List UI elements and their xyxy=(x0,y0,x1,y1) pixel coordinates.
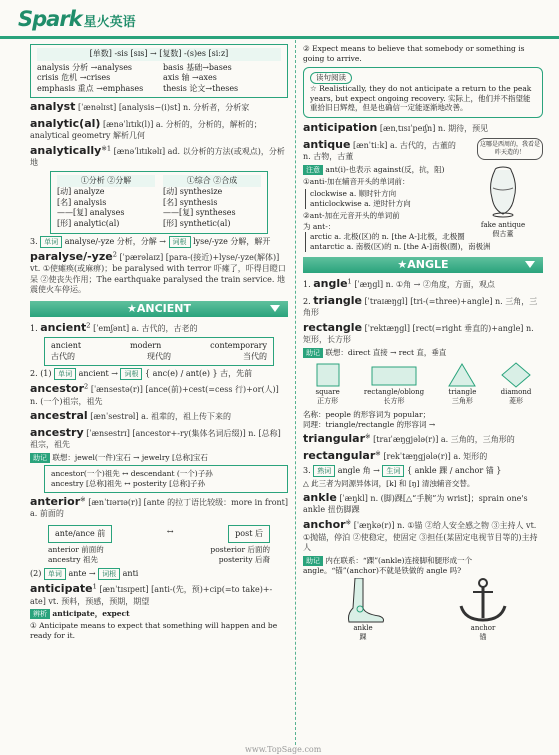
synth-cell: [名] synthesis xyxy=(163,197,218,207)
rect-tag: 助记 联想：direct 直接 → rect 直，垂直 xyxy=(303,348,543,358)
note-body: ☆ Realistically, they do not anticipate a return to the peak years, but expect ongoing recovery. 实际上，他们并不指望能重拾旧日辉煌，但是也确信一定能逐渐地改善。 xyxy=(310,83,532,113)
fake-antique-illustration xyxy=(463,138,543,240)
entry-triangular: triangular※ [traɪˈæŋgjələ(r)] a. 三角的，三角形的 xyxy=(303,432,515,446)
era-box xyxy=(44,337,274,366)
antique-note: 注意 ant(i)-也表示 against(反，抗，阻) xyxy=(303,165,461,175)
synth-cell: ——[复] syntheses xyxy=(163,208,236,218)
plural-cell: emphasis 重点 →emphases xyxy=(37,83,144,93)
entry-rectangle: rectangle [ˈrektæŋgl] [rect(=right 垂直的)+angle] n. 矩形，长方形 xyxy=(303,320,534,345)
shape-note-1: 名称：people 的形容词为 popular； xyxy=(303,410,431,420)
footer-url: www.TopSage.com xyxy=(245,745,322,754)
synth-cell: [形] analytic(al) xyxy=(57,219,120,229)
shape-note-2: 同理：triangle/rectangle 的形容词 → xyxy=(303,420,436,430)
post-item: posterior 后面的 xyxy=(210,545,270,555)
vase-icon xyxy=(468,160,538,218)
era-label: contemporary xyxy=(210,341,267,351)
assoc-jewel: 助记 联想：jewel(一件)宝石 → jewelry [总称]宝石 xyxy=(30,453,288,463)
left-column xyxy=(30,42,288,643)
entry-ancestral: ancestral [ænˈsestrəl] a. 祖辈的，祖上传下来的 xyxy=(30,409,232,423)
ante-item: ancestry 祖先 xyxy=(48,555,99,565)
ankle-anchor-illustration xyxy=(303,578,543,642)
entry-ancient: 1. ancient$^2$ [ˈemʃənt] a. 古代的，古老的 xyxy=(30,320,198,334)
rectangle-icon xyxy=(370,362,418,388)
section-bar-ancient: ★ANCIENT xyxy=(30,301,288,317)
synthesis-table xyxy=(50,171,268,234)
clock-item: clockwise a. 顺时针方向 xyxy=(310,188,397,198)
reading-note xyxy=(303,67,543,119)
entry-angle: 1. angle$^1$ [ˈæŋgl] n. ①角 → ②角度，方面，观点 xyxy=(303,277,495,291)
chevron-down-icon xyxy=(270,305,280,312)
synth-head: ①分析 ②分解 xyxy=(57,175,155,188)
shape-row xyxy=(303,362,543,406)
ante-item: anterior 前面的 xyxy=(48,545,104,555)
entry-anticipation: anticipation [ænˌtɪsɪˈpeɪʃn] n. 期待，预见 xyxy=(303,121,489,135)
ante-post-diagram: ante/ance 前 ↔ post 后 anterior 前面的 posterior 后面的 ancestry 祖先 posterity 后裔 xyxy=(48,526,270,565)
anchor-note: 助记 内在联系：“踝”(ankle)连接脚和腿形成一个 angle。“锚”(anchor)不就是铁做的 angle 吗? xyxy=(303,555,473,575)
entry-anterior: anterior※ [ænˈtɪərɪə(r)] [ante 的拉丁语比较级：more in front] a. 前面的 xyxy=(30,494,289,519)
entry-analytically: analytically$^{※1}$ [ænəˈlɪtɪkəlɪ] ad. 以分析的方法(或观点)，分析地 xyxy=(30,143,285,168)
square-icon xyxy=(315,362,341,388)
header-rule xyxy=(0,36,559,39)
arctic-item: arctic a. 北极(区)的 n. [the A-]北极，北极圈 xyxy=(310,232,465,242)
anti-rule-2: ②ant-加在元音开头的单词前 xyxy=(303,210,400,220)
era-cn: 当代的 xyxy=(243,351,267,361)
desc-row: ancestry [总称]祖先 ↔ posterity [总称]子孙 xyxy=(51,478,206,488)
era-cn: 古代的 xyxy=(51,351,75,361)
synth-head: ①综合 ②合成 xyxy=(163,175,261,188)
anticipate-note: ① Anticipate means to expect that something will happen and be ready for it. xyxy=(30,621,278,641)
synth-cell: ——[复] analyses xyxy=(57,208,125,218)
angle-item-3: 3. 熟词 angle 角 → 生词 { ankle 踝 / anchor 锚 } xyxy=(303,466,502,476)
entry-antique: antique [ænˈtiːk] a. 古代的，古董的 n. 古物，古董 xyxy=(303,137,456,162)
clock-group xyxy=(305,189,461,209)
section-bar-angle: ★ANGLE xyxy=(303,257,543,273)
right-column xyxy=(303,42,543,642)
entry-ancestry: ancestry [ˈænsestrɪ] [ancestor+-ry(集体名词后缀)] n. [总称]祖宗，祖先 xyxy=(30,425,281,450)
note-title: 读句阅读 xyxy=(310,72,352,84)
entry-triangle: 2. triangle [ˈtraɪæŋgl] [tri-(=three)+angle] n. 三角，三角形 xyxy=(303,293,538,318)
anchor-figure: anchor 锚 xyxy=(453,578,513,642)
ante-box: ante/ance 前 xyxy=(48,525,112,544)
plural-table-title: [单数] -sis [sɪs] → [复数] -(s)es [siːz] xyxy=(37,48,281,61)
entry-analytical: analytic(al) [ænəˈlɪtɪk(l)] a. 分析的，分析的，解析的；analytical geometry 解析几何 xyxy=(30,116,262,141)
descendant-box xyxy=(44,465,288,493)
entry-ankle: ankle [ˈæŋkl] n. (脚)踝[△“手腕”为 wrist]；sprain one's ankle 扭伤脚踝 xyxy=(303,490,528,515)
anti-rule-1: ①anti-加在辅音开头的单词前： xyxy=(303,176,410,186)
diamond-icon xyxy=(501,362,531,388)
plural-cell: basis 基础→bases xyxy=(163,62,232,72)
triangle-icon xyxy=(447,362,477,388)
expect-note: ② Expect means to believe that somebody or something is going to arrive. xyxy=(303,44,525,63)
shape-square: square 正方形 xyxy=(315,362,341,406)
item-3: 3. 单词 analyse/-yze 分析，分解 → 词根 lyse/-yze 分解，解开 xyxy=(30,236,271,246)
plural-cell: analysis 分析 →analyses xyxy=(37,62,133,72)
plural-cell: crisis 危机 →crises xyxy=(37,73,111,83)
anticipate-tag: 辨析 anticipate，expect xyxy=(30,609,288,619)
entry-anchor: anchor※ [ˈæŋkə(r)] n. ①锚 ②给人安全感之物 ③主持人 vt. ①抛锚，停泊 ②使稳定，使固定 ③担任(某固定电视节目等的)主持人 xyxy=(303,518,538,553)
plural-cell: thesis 论文→theses xyxy=(163,83,239,93)
era-cn: 现代的 xyxy=(147,351,171,361)
synth-cell: [名] analysis xyxy=(57,197,107,207)
brand-logo: Spark 星火英语 xyxy=(18,7,136,31)
post-box: post 后 xyxy=(228,525,270,544)
chevron-down-icon xyxy=(525,261,535,268)
post-item: posterity 后裔 xyxy=(218,555,270,565)
anchor-icon xyxy=(453,578,513,624)
item-2: 2. (1) 单词 ancient → 词根 { anc(e) / ant(e) } 古，先前 xyxy=(30,369,253,379)
column-divider xyxy=(295,40,297,745)
synth-cell: [动] synthesize xyxy=(163,187,223,197)
sub-2: (2) 单词 ante → 词根 anti xyxy=(30,569,139,579)
entry-ancestor: ancestor$^2$ [ˈænsestə(r)] [ance(前)+cest(=cess 行)+or(人)] n. (一个)祖宗，祖先 xyxy=(30,382,279,406)
clock-item: anticlockwise a. 逆时针方向 xyxy=(310,198,411,208)
synth-cell: [动] analyze xyxy=(57,187,105,197)
triangle-note: △ 此三者为同源异体词，[k] 和 [ŋ] 清浊辅音交替。 xyxy=(303,479,475,489)
vase-caption: fake antique xyxy=(480,221,526,230)
entry-paralyse: paralyse/-yze$^2$ [ˈpærəlaɪz] [para-(接近)+lyse/-yze(解体)] vt. ①使瘫痪(或麻痹)；be paralysed with terror 吓瘫了，吓得目瞪口呆 ②使丧失作用；The earthquake paralysed the train service. 地震使火车停运。 xyxy=(30,249,286,295)
ankle-icon xyxy=(333,578,393,624)
entry-analyst: analyst [ˈænəlɪst] [analysis−(i)st] n. 分析者，分析家 xyxy=(30,100,250,114)
entry-anticipate: anticipate$^1$ [ænˈtɪsɪpeɪt] [anti-(先，预)+cip(=to take)+-ate] vt. 预料，预感，预期，期望 xyxy=(30,582,273,606)
shape-rectangle: rectangle/oblong 长方形 xyxy=(364,362,424,406)
era-label: modern xyxy=(129,341,162,351)
synth-cell: [形] synthetic(al) xyxy=(163,219,231,229)
ankle-figure: ankle 踝 xyxy=(333,578,393,642)
era-label: ancient xyxy=(51,341,82,351)
anti-rule-3: 为 ant-： xyxy=(303,222,336,232)
desc-row: ancestor(一个)祖先 ↔ descendant (一个)子孙 xyxy=(51,468,213,478)
speech-bubble: 这哪是西周的，我看是昨天造的！ xyxy=(477,138,543,160)
plural-table xyxy=(30,44,288,98)
vase-caption-cn: 假古董 xyxy=(492,230,514,239)
entry-rectangular: rectangular※ [rekˈtæŋgjələ(r)] a. 矩形的 xyxy=(303,448,488,462)
header xyxy=(0,0,559,40)
shape-diamond: diamond 菱形 xyxy=(501,362,532,406)
arctic-item: antarctic a. 南极(区)的 n. [the A-]南极(圈)，南极洲 xyxy=(310,242,491,252)
plural-cell: axis 轴 →axes xyxy=(163,73,217,83)
shape-triangle: triangle 三角形 xyxy=(447,362,477,406)
